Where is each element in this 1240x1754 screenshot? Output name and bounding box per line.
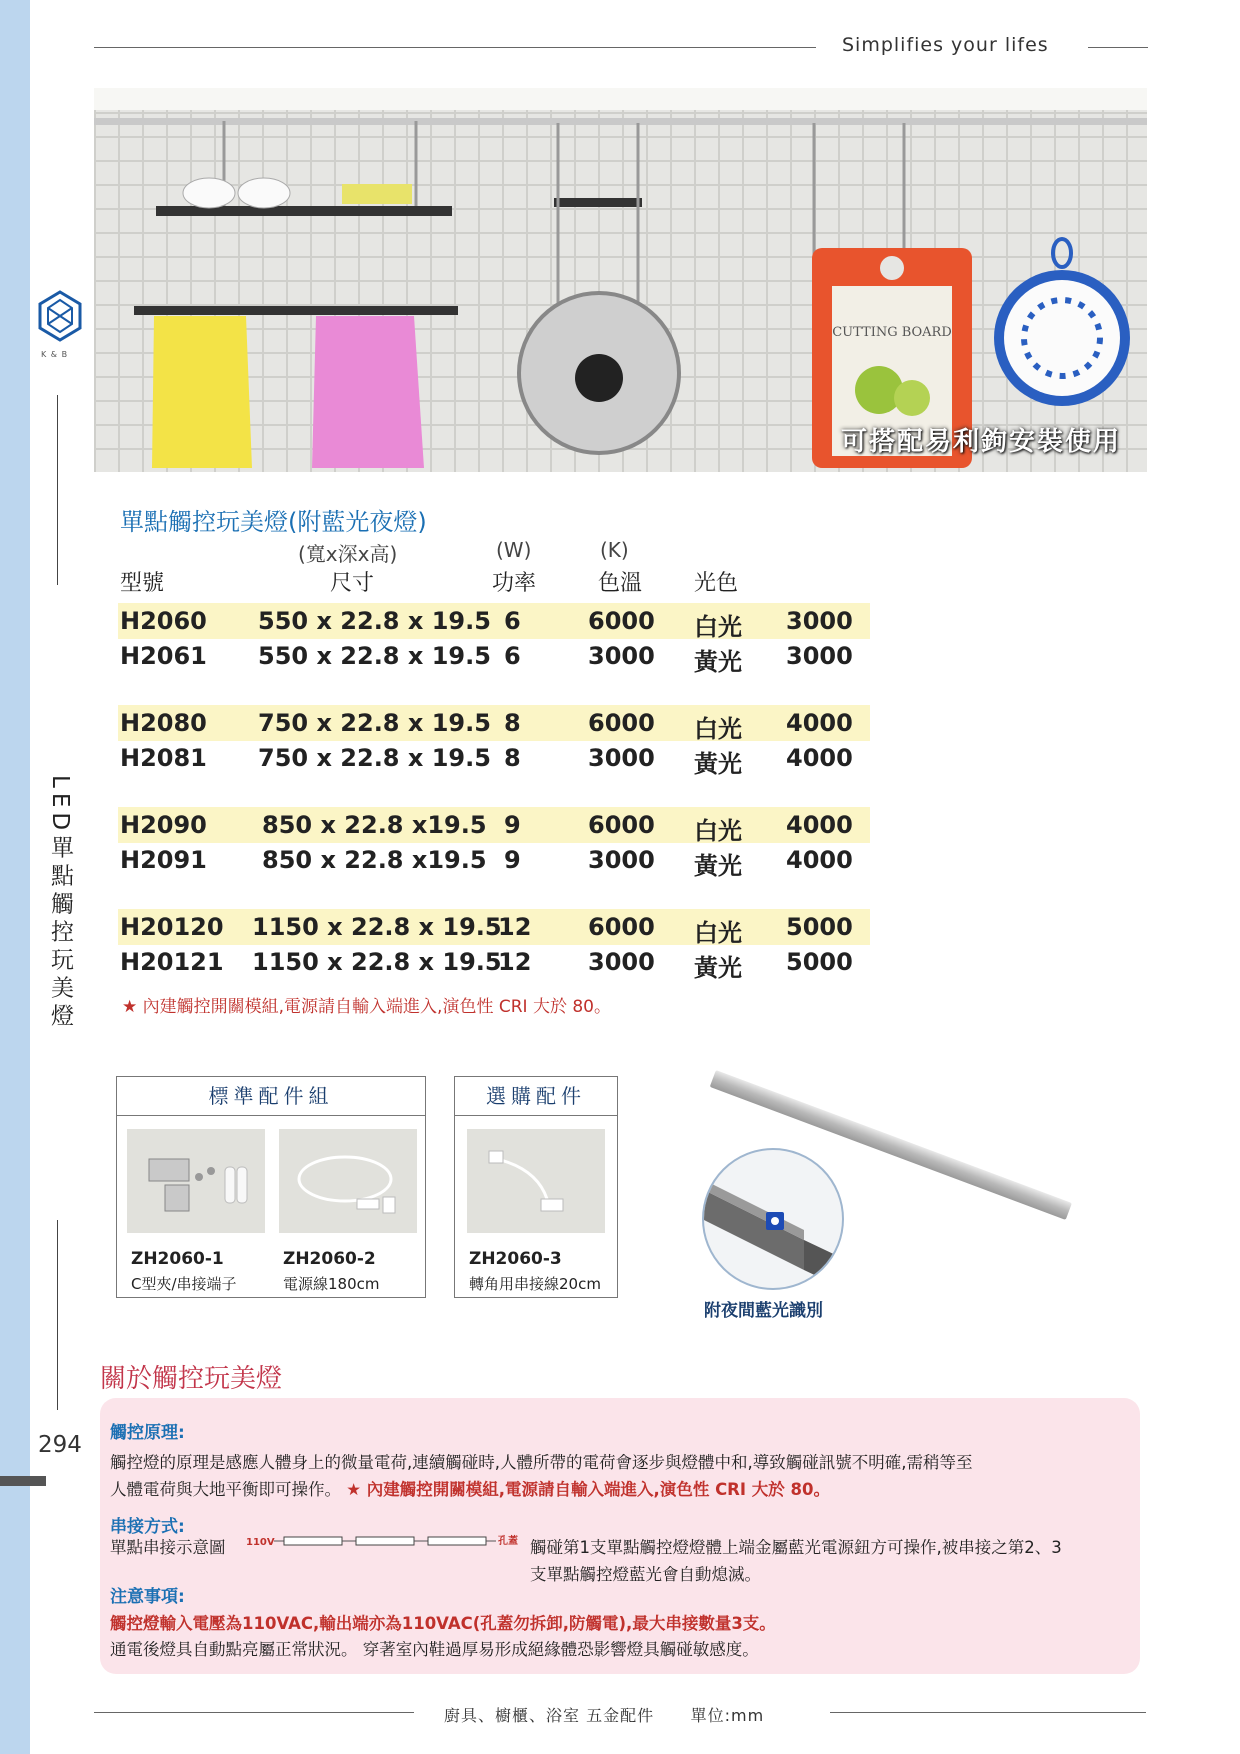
svg-text:CUTTING BOARD: CUTTING BOARD — [832, 325, 952, 340]
cell-temp: 3000 — [588, 744, 655, 772]
cell-qty: 5000 — [786, 913, 853, 941]
power-cord-image — [279, 1129, 417, 1233]
table-row — [118, 603, 870, 639]
product-photo — [94, 88, 1147, 472]
principle-heading: 觸控原理: — [110, 1423, 185, 1443]
cell-temp: 3000 — [588, 642, 655, 670]
accessory-code: ZH2060-1 — [131, 1249, 224, 1269]
optional-accessories-box — [454, 1076, 618, 1298]
cell-temp: 6000 — [588, 811, 655, 839]
cell-watt: 6 — [504, 607, 521, 635]
table-row — [118, 944, 870, 980]
diagram-voltage: 110V — [246, 1537, 275, 1548]
accessory-desc: 電源線180cm — [283, 1275, 380, 1293]
cell-qty: 4000 — [786, 709, 853, 737]
photo-caption: 可搭配易利鉤安裝使用 — [840, 427, 1121, 457]
series-diagram — [246, 1532, 526, 1556]
cell-color: 黃光 — [694, 954, 742, 982]
cell-color: 白光 — [694, 613, 742, 641]
temp-unit: (K) — [600, 538, 629, 562]
header-watt: 功率 — [492, 571, 537, 596]
cell-watt: 12 — [498, 913, 532, 941]
caution-heading: 注意事項: — [110, 1587, 185, 1607]
accessory-code: ZH2060-3 — [469, 1249, 562, 1269]
header-size: 尺寸 — [330, 571, 375, 596]
connect-text-2: 支單點觸控燈藍光會自動熄滅。 — [530, 1565, 761, 1584]
size-unit: (寬x深x高) — [298, 542, 398, 566]
cell-watt: 9 — [504, 846, 521, 874]
footer-unit: 單位:mm — [690, 1706, 765, 1725]
cell-size: 750 x 22.8 x 19.5 — [258, 744, 491, 772]
cell-size: 1150 x 22.8 x 19.5 — [252, 948, 502, 976]
cell-temp: 3000 — [588, 846, 655, 874]
sidebar-strip — [0, 0, 30, 1754]
cell-temp: 3000 — [588, 948, 655, 976]
standard-accessories-title: 標準配件組 — [117, 1077, 425, 1116]
cell-qty: 3000 — [786, 607, 853, 635]
connect-text-1: 觸碰第1支單點觸控燈燈體上端金屬藍光電源鈕方可操作,被串接之第2、3 — [530, 1538, 1062, 1557]
footer-rule-right — [830, 1712, 1146, 1713]
table-row — [118, 807, 870, 843]
cell-temp: 6000 — [588, 913, 655, 941]
footer-category: 廚具、櫥櫃、浴室 五金配件 — [444, 1706, 655, 1725]
footer-text — [444, 1703, 764, 1726]
watt-unit: (W) — [496, 538, 532, 562]
cell-qty: 3000 — [786, 642, 853, 670]
cell-model: H2081 — [120, 744, 207, 772]
footer-rule-left — [94, 1712, 414, 1713]
accessory-desc: 轉角用串接線20cm — [469, 1275, 601, 1293]
cell-color: 黃光 — [694, 648, 742, 676]
cell-color: 黃光 — [694, 852, 742, 880]
side-divider-bottom — [57, 1220, 58, 1410]
page-number: 294 — [38, 1432, 82, 1458]
cell-watt: 12 — [498, 948, 532, 976]
cell-size: 1150 x 22.8 x 19.5 — [252, 913, 502, 941]
principle-text-2 — [110, 1476, 830, 1500]
diagram-cap: 孔蓋 — [498, 1536, 518, 1547]
vertical-section-title: LED單點觸控玩美燈 — [47, 775, 73, 1032]
cell-size: 850 x 22.8 x19.5 — [262, 846, 487, 874]
cell-model: H2060 — [120, 607, 207, 635]
cell-color: 白光 — [694, 715, 742, 743]
standard-accessories-box — [116, 1076, 426, 1298]
optional-accessories-title: 選購配件 — [455, 1077, 617, 1116]
table-row — [118, 842, 870, 878]
kb-logo-icon — [38, 290, 82, 346]
cell-color: 白光 — [694, 919, 742, 947]
cell-watt: 8 — [504, 744, 521, 772]
c-clip-image — [127, 1129, 265, 1233]
header-color: 光色 — [694, 571, 739, 596]
cell-qty: 5000 — [786, 948, 853, 976]
cell-color: 白光 — [694, 817, 742, 845]
table-row — [118, 740, 870, 776]
caution-text-1: 觸控燈輸入電壓為110VAC,輸出端亦為110VAC(孔蓋勿拆卸,防觸電),最大串接數量3支。 — [110, 1614, 776, 1633]
cell-size: 850 x 22.8 x19.5 — [262, 811, 487, 839]
corner-cable-image — [467, 1129, 605, 1233]
cell-size: 750 x 22.8 x 19.5 — [258, 709, 491, 737]
logo-text: K & B — [41, 350, 69, 359]
night-light-zoom — [702, 1148, 844, 1290]
product-note: ★ 內建觸控開關模組,電源請自輸入端進入,演色性 CRI 大於 80。 — [122, 997, 611, 1017]
about-title: 關於觸控玩美燈 — [100, 1364, 283, 1394]
cell-size: 550 x 22.8 x 19.5 — [258, 642, 491, 670]
cell-watt: 6 — [504, 642, 521, 670]
connect-label: 單點串接示意圖 — [110, 1538, 226, 1557]
connect-heading: 串接方式: — [110, 1517, 185, 1537]
cell-qty: 4000 — [786, 846, 853, 874]
cell-temp: 6000 — [588, 607, 655, 635]
caution-text-2: 通電後燈具自動點亮屬正常狀況。 穿著室內鞋過厚易形成絕緣體恐影響燈具觸碰敏感度。 — [110, 1640, 759, 1659]
accessory-desc: C型夾/串接端子 — [131, 1275, 237, 1293]
header-tagline: Simplifies your lifes — [842, 34, 1049, 56]
cell-model: H20120 — [120, 913, 224, 941]
cell-qty: 4000 — [786, 744, 853, 772]
header-rule-right — [1088, 47, 1148, 48]
page-number-marker — [0, 1476, 46, 1486]
cell-qty: 4000 — [786, 811, 853, 839]
table-row — [118, 705, 870, 741]
table-row — [118, 909, 870, 945]
side-divider-top — [57, 395, 58, 585]
product-title: 單點觸控玩美燈(附藍光夜燈) — [120, 508, 427, 536]
cell-size: 550 x 22.8 x 19.5 — [258, 607, 491, 635]
cell-watt: 8 — [504, 709, 521, 737]
header-model: 型號 — [120, 571, 165, 596]
header-temp: 色溫 — [598, 571, 643, 596]
night-light-caption: 附夜間藍光識別 — [704, 1301, 823, 1321]
principle-text-1: 觸控燈的原理是感應人體身上的微量電荷,連續觸碰時,人體所帶的電荷會逐步與燈體中和,導致觸碰訊號不明確,需稍等至 — [110, 1453, 973, 1472]
cell-model: H2091 — [120, 846, 207, 874]
principle-text-2-main: 人體電荷與大地平衡即可操作。 — [110, 1480, 341, 1499]
table-row — [118, 638, 870, 674]
cell-watt: 9 — [504, 811, 521, 839]
cell-color: 黃光 — [694, 750, 742, 778]
cell-model: H20121 — [120, 948, 224, 976]
accessory-code: ZH2060-2 — [283, 1249, 376, 1269]
cell-temp: 6000 — [588, 709, 655, 737]
header-rule-left — [94, 47, 816, 48]
cell-model: H2090 — [120, 811, 207, 839]
cell-model: H2061 — [120, 642, 207, 670]
principle-note: ★ 內建觸控開關模組,電源請自輸入端進入,演色性 CRI 大於 80。 — [346, 1480, 830, 1499]
cell-model: H2080 — [120, 709, 207, 737]
